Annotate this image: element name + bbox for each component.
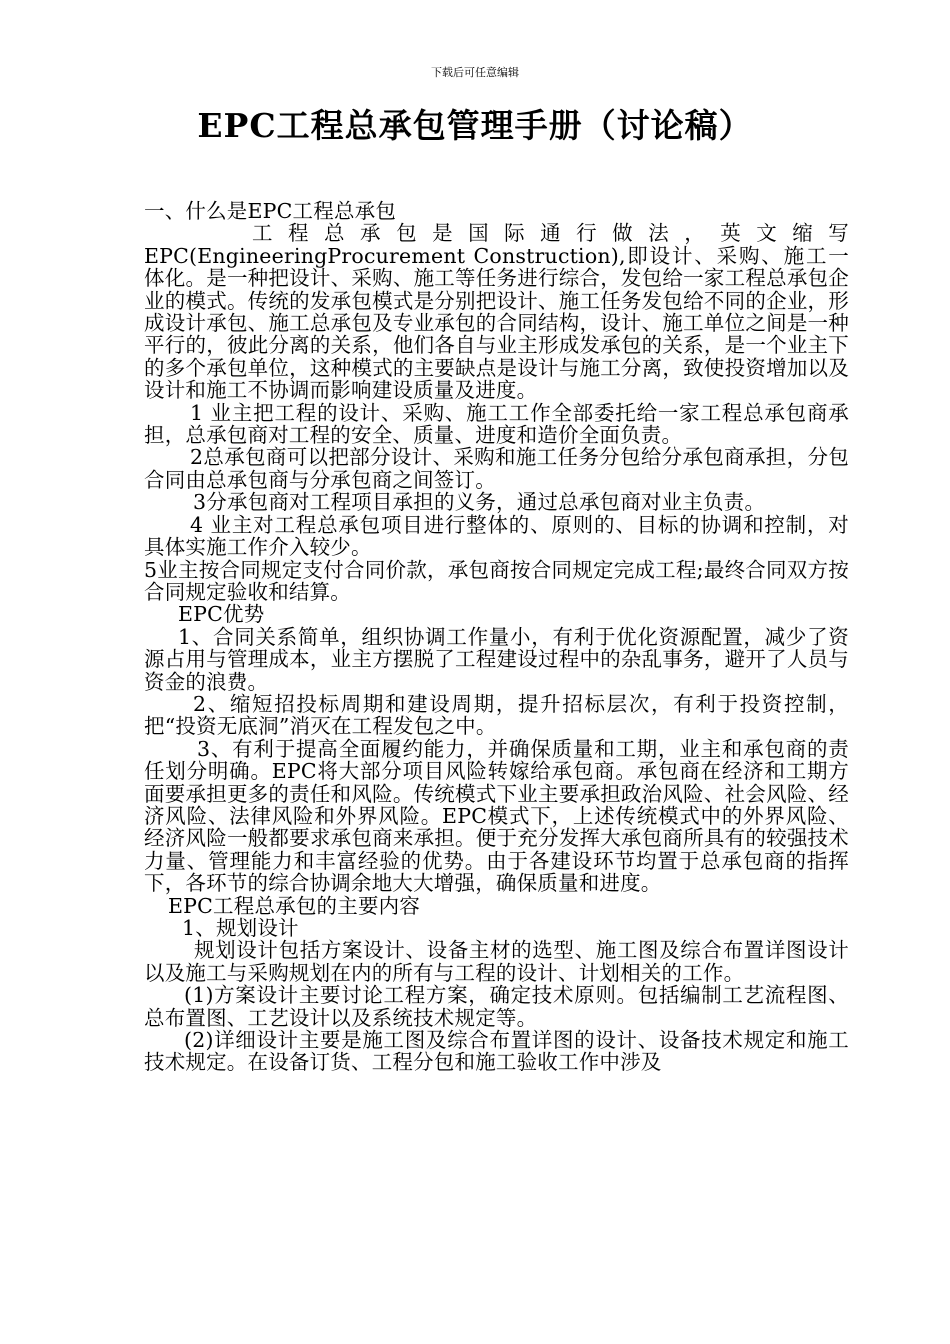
paragraph-advantage-3: 3、有利于提高全面履约能力，并确保质量和工期，业主和承包商的责任划分明确。EPC将大部分项目风险转嫁给承包商。承包商在经济和工期方面要承担更多的责任和风险。传统模式下业主要承担政治风险、社会风险、经济风险、法律风险和外界风险。EPC模式下，上述传统模式中的外界风险、经济风险一般都要求承包商来承担。便于充分发挥大承包商所具有的较强技术力量、管理能力和丰富经验的优势。由于各建设环节均置于总承包商的指挥下，各环节的综合协调余地大大增强，确保质量和进度。 [144,736,849,896]
document-title: EPC工程总承包管理手册（讨论稿） [197,106,753,145]
section-heading-what-is-epc: 一、什么是EPC工程总承包 [144,199,397,223]
paragraph-point-2: 2总承包商可以把部分设计、采购和施工任务分包给分承包商承担，分包合同由总承包商与分承包商之间签订。 [144,445,849,492]
paragraph-point-4: 4 业主对工程总承包项目进行整体的、原则的、目标的协调和控制，对具体实施工作介入较少。 [144,512,849,560]
document-body [144,200,849,1074]
paragraph-advantage-2: 2、缩短招投标周期和建设周期，提升招标层次，有利于投资控制，把“投资无底洞”消灭在工程发包之中。 [144,691,849,739]
paragraph-point-1: 1 业主把工程的设计、采购、施工工作全部委托给一家工程总承包商承担，总承包商对工程的安全、质量、进度和造价全面负责。 [144,400,849,448]
paragraph-advantage-1: 1、合同关系简单，组织协调工作量小，有利于优化资源配置，减少了资源占用与管理成本，业主方摆脱了工程建设过程中的杂乱事务，避开了人员与资金的浪费。 [144,624,849,694]
paragraph-point-3: 3分承包商对工程项目承担的义务，通过总承包商对业主负责。 [193,490,766,515]
paragraph-intro: EPC(EngineeringProcurement Construction),即设计、采购、施工一体化。是一种把设计、采购、施工等任务进行综合，发包给一家工程总承包企业的模式。传统的发承包模式是分别把设计、施工任务发包给不同的企业，形成设计承包、施工总承包及专业承包的合同结构，设计、施工单位之间是一种平行的，彼此分离的关系，他们各自与业主形成发承包的关系，是一个业主下的多个承包单位，这种模式的主要缺点是设计与施工分离，致使投资增加以及设计和施工不协调而影响建设质量及进度。 [144,243,849,403]
section-heading-main-content: EPC工程总承包的主要内容 [168,893,421,918]
paragraph-point-5: 5业主按合同规定支付合同价款，承包商按合同规定完成工程;最终合同双方按合同规定验收和结算。 [144,557,849,604]
header-note: 下载后可任意编辑 [431,66,519,79]
paragraph-detailed-design: (2)详细设计主要是施工图及综合布置详图的设计、设备技术规定和施工技术规定。在设备订货、工程分包和施工验收工作中涉及 [144,1028,849,1075]
paragraph-scheme-design: (1)方案设计主要讨论工程方案，确定技术原则。包括编制工艺流程图、总布置图、工艺设计以及系统技术规定等。 [144,983,849,1030]
subheading-planning-design: 1、规划设计 [182,916,299,940]
paragraph-intro-lead: 工程总承包是国际通行做法，英文缩写 [252,221,849,246]
section-heading-epc-advantages: EPC优势 [178,602,265,627]
paragraph-planning-design: 规划设计包括方案设计、设备主材的选型、施工图及综合布置详图设计以及施工与采购规划在内的所有与工程的设计、计划相关的工作。 [144,938,849,985]
